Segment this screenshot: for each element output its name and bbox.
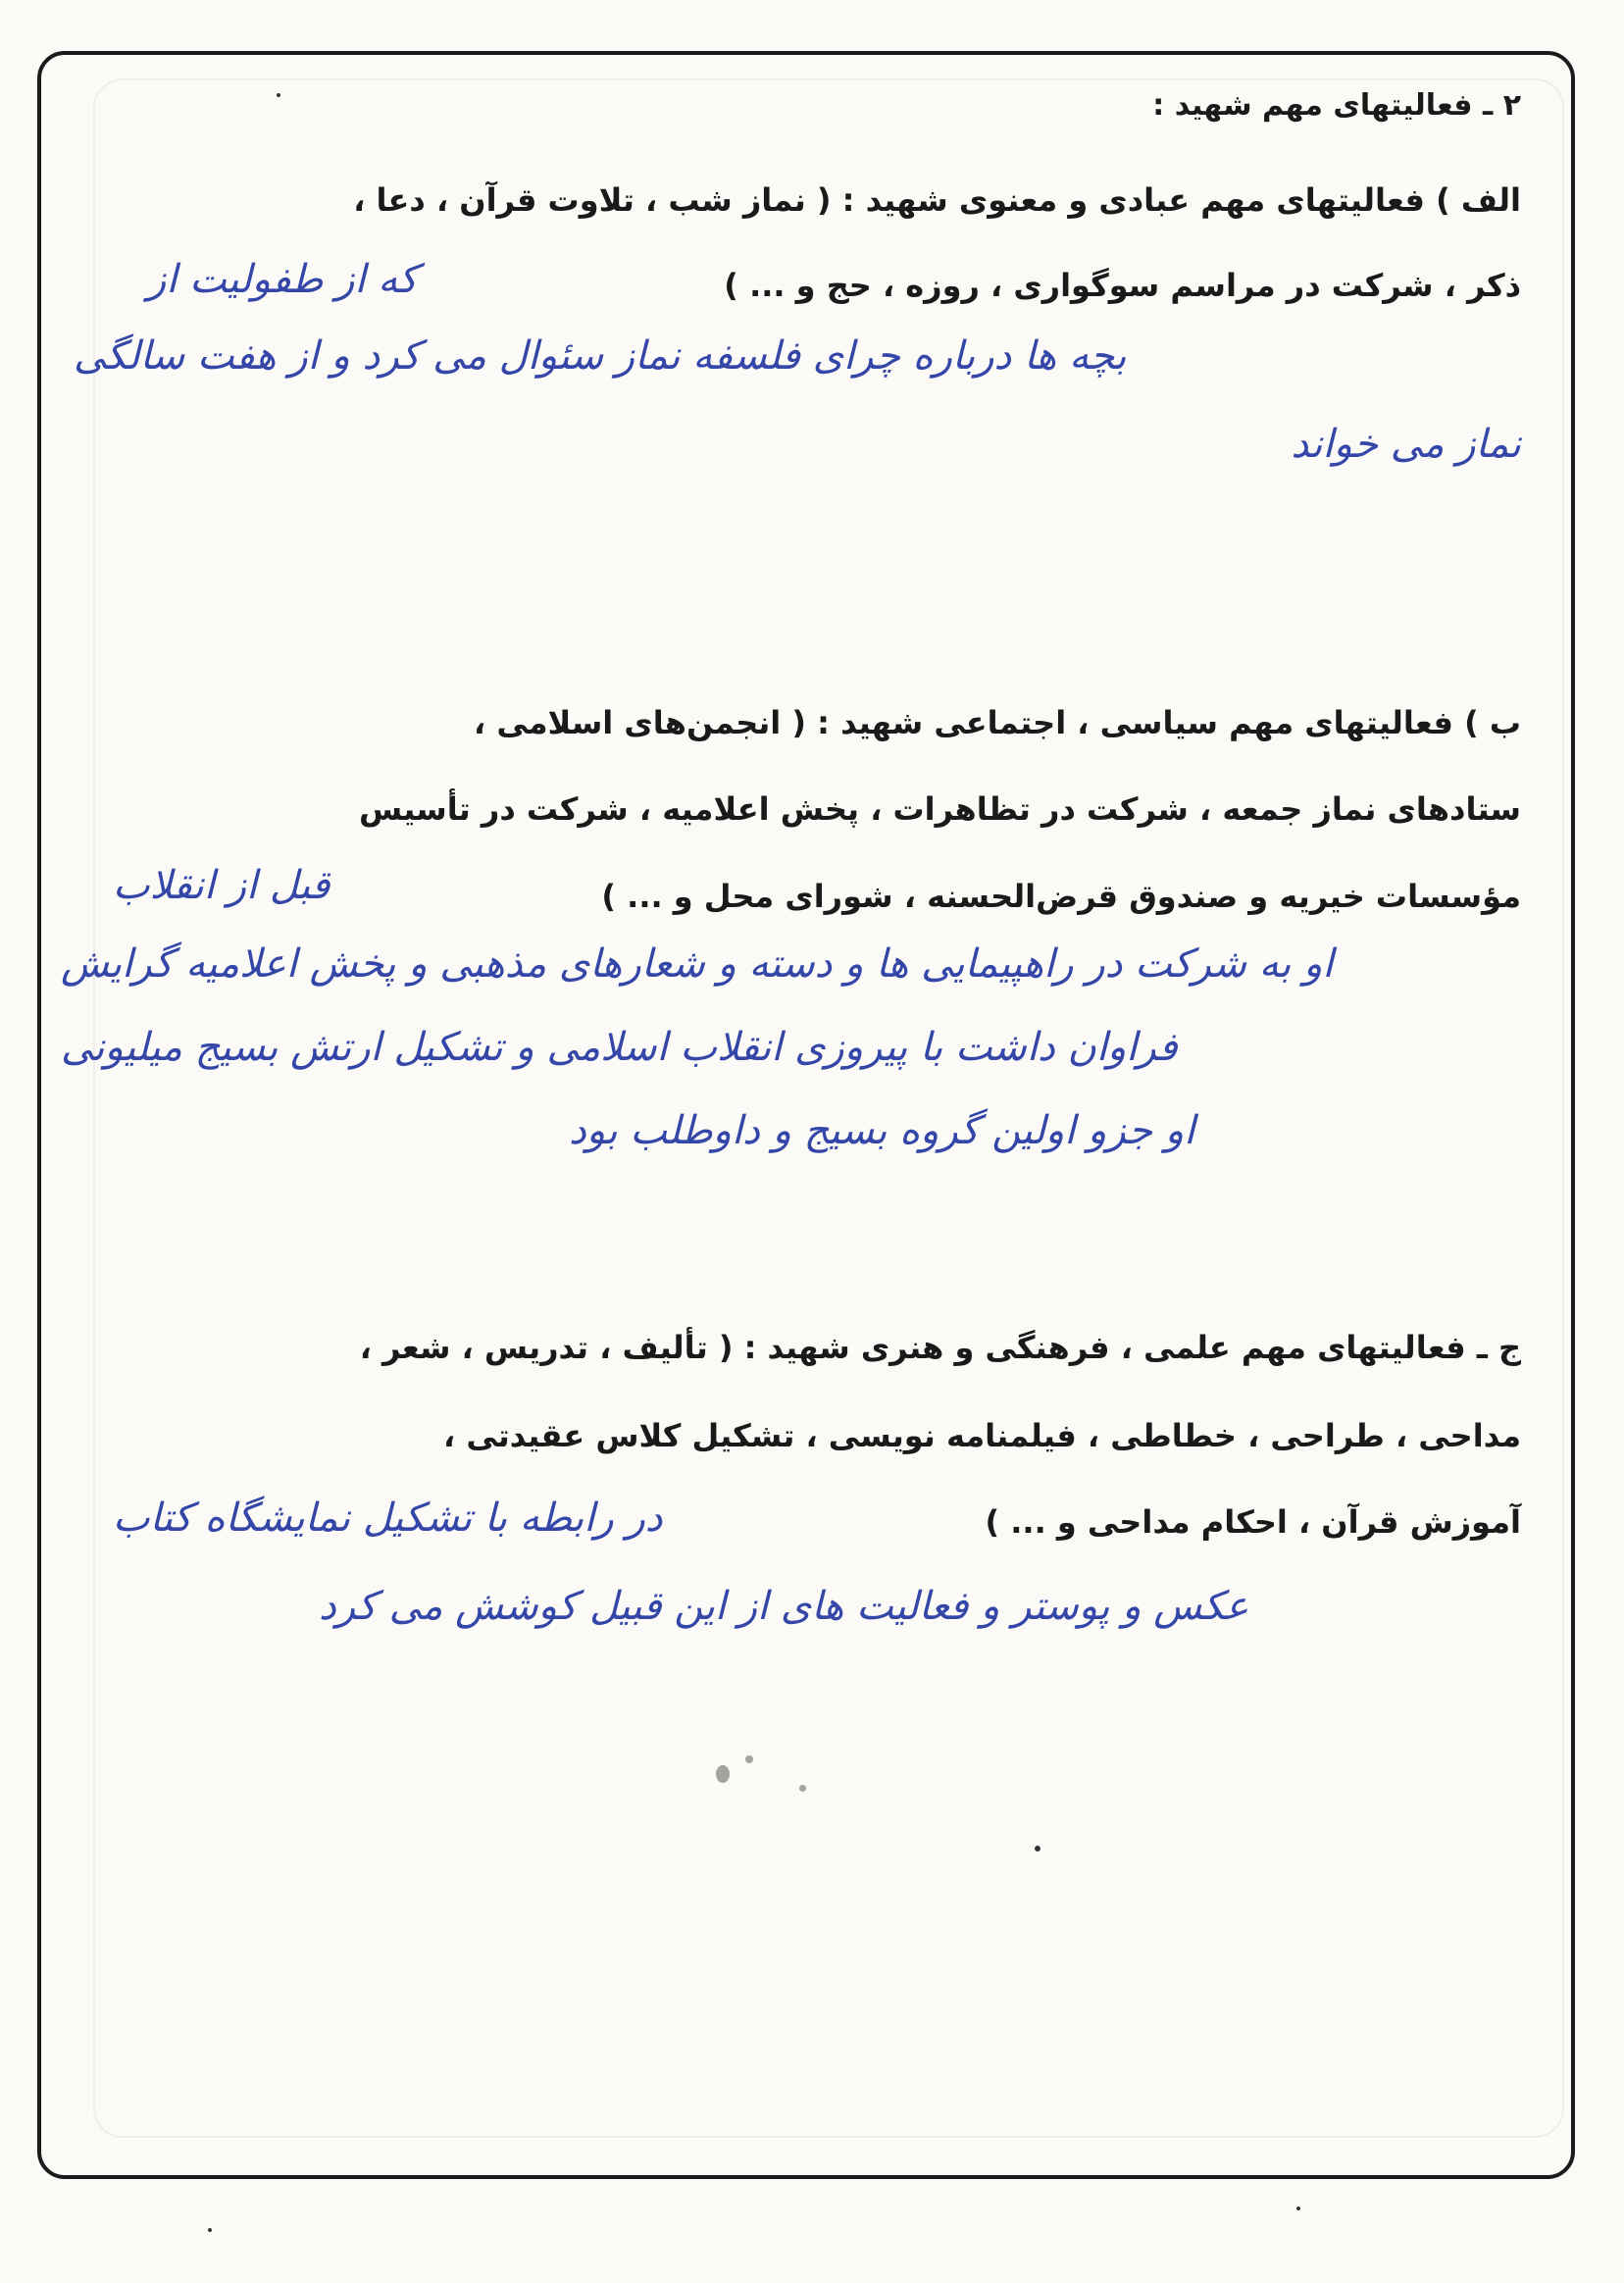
scan-speck [277, 93, 280, 97]
handwritten-answer: او به شرکت در راهپیمایی ها و دسته و شعارهای مذهبی و پخش اعلامیه گرایش [61, 941, 1334, 987]
section-heading: ۲ ـ فعالیتهای مهم شهید : [1152, 88, 1521, 123]
scan-speck [745, 1755, 753, 1763]
handwritten-answer: بچه ها درباره چرای فلسفه نماز سئوال می کرد و از هفت سالگی [74, 333, 1127, 379]
printed-line: ج ـ فعالیتهای مهم علمی ، فرهنگی و هنری شهید : ( تألیف ، تدریس ، شعر ، [359, 1329, 1521, 1366]
printed-line: ستادهای نماز جمعه ، شرکت در تظاهرات ، پخش اعلامیه ، شرکت در تأسیس [358, 790, 1521, 828]
scan-speck [716, 1765, 730, 1783]
handwritten-answer: نماز می خواند [1291, 422, 1521, 467]
handwritten-answer: قبل از انقلاب [113, 863, 330, 908]
printed-line: ذکر ، شرکت در مراسم سوگواری ، روزه ، حج و ... ) [724, 267, 1521, 304]
scan-speck [799, 1785, 806, 1792]
scan-speck [1035, 1846, 1040, 1852]
handwritten-answer: که از طفولیت از [147, 257, 418, 302]
printed-line: الف ) فعالیتهای مهم عبادی و معنوی شهید : ( نماز شب ، تلاوت قرآن ، دعا ، [353, 181, 1521, 219]
printed-line: مؤسسات خیریه و صندوق قرض‌الحسنه ، شورای محل و ... ) [601, 878, 1521, 915]
handwritten-answer: فراوان داشت با پیروزی انقلاب اسلامی و تشکیل ارتش بسیج میلیونی [61, 1025, 1178, 1070]
scan-speck [1296, 2207, 1300, 2210]
handwritten-answer: در رابطه با تشکیل نمایشگاه کتاب [113, 1496, 663, 1541]
printed-line: ب ) فعالیتهای مهم سیاسی ، اجتماعی شهید : ( انجمن‌های اسلامی ، [474, 704, 1521, 741]
handwritten-answer: عکس و پوستر و فعالیت های از این قبیل کوشش می کرد [319, 1584, 1249, 1629]
scan-speck [208, 2228, 212, 2232]
printed-line: آموزش قرآن ، احکام مداحی و ... ) [985, 1503, 1521, 1541]
printed-line: مداحی ، طراحی ، خطاطی ، فیلمنامه نویسی ، تشکیل کلاس عقیدتی ، [443, 1417, 1521, 1454]
handwritten-answer: او جزو اولین گروه بسیج و داوطلب بود [569, 1108, 1195, 1153]
